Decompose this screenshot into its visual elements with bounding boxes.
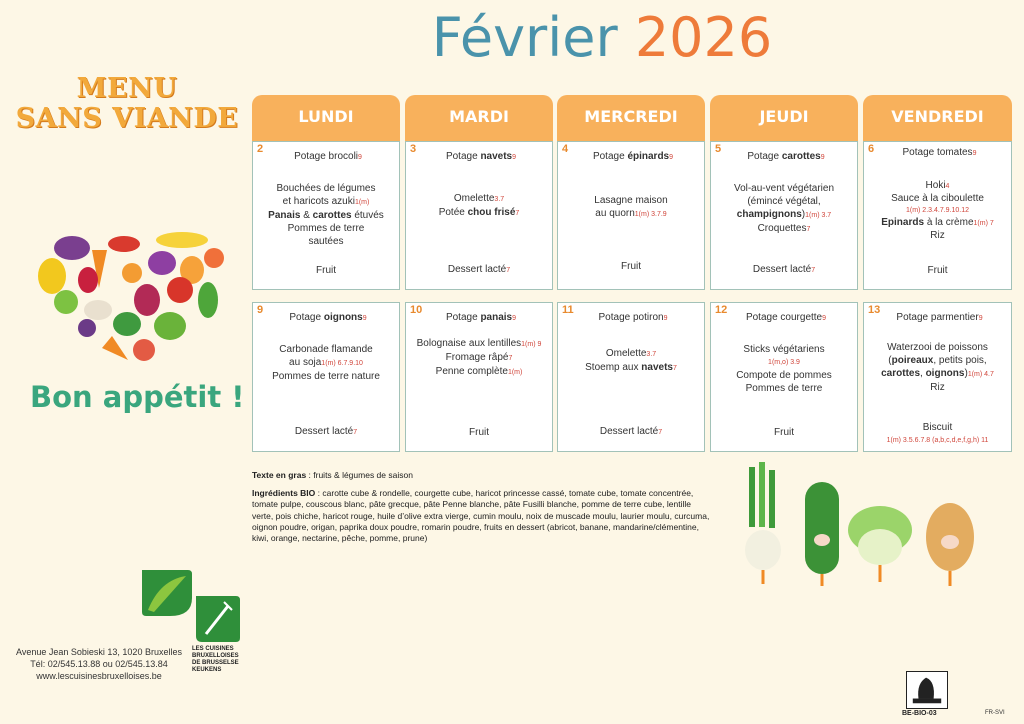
- main-dish: Omelette3.7 Stoemp aux navets7: [585, 348, 677, 373]
- note-bio-ingredients: Ingrédients BIO : carotte cube & rondelle, courgette cube, haricot princesse cassé, tomate cube, tomate concentrée, tomate pulpe, couscous blanc, pâte grecque, pâte Penne blanche, pâte Fusilli blanche, pomme de terre cube, lentille verte, pois chiche, haricot rouge, huile d’olive extra vierge, cumin moulu, noix de muscade moulu, laurier moulu, curcuma, oignon poudre, origan, paprika doux poudre, romarin poudre, fruits en dessert (abricot, banane, mandarine/clémentine, kiwi, orange, nectarine, pêche, pomme, prune): [252, 488, 710, 544]
- menu-heading-line1: MENU: [76, 73, 178, 104]
- vegetable-heart-icon: [32, 218, 232, 378]
- date-number: 12: [715, 304, 728, 316]
- main-dish: Bouchées de légumes et haricots azuki1(m) Panais & carottes étuvés Pommes de terre sautées: [268, 183, 384, 247]
- main-dish: Waterzooi de poissons (poireaux, petits pois, carottes, oignons)1(m) 4.7 Riz: [881, 342, 994, 393]
- logo-text: LES CUISINES BRUXELLOISES DE BRUSSELSE KEUKENS: [192, 646, 239, 673]
- date-number: 2: [257, 143, 264, 155]
- menu-cell-12: [710, 302, 858, 452]
- website-link[interactable]: www.lescuisinesbruxelloises.be: [36, 671, 162, 681]
- main-dish: Vol-au-vent végétarien (émincé végétal, champignons)1(m) 3.7 Croquettes7: [733, 183, 835, 234]
- day-header-mardi: MARDI: [405, 95, 553, 141]
- date-number: 13: [868, 304, 881, 316]
- dessert: Fruit: [774, 427, 794, 438]
- main-dish: Sticks végétariens 1(m,o) 3.9 Compote de pommes Pommes de terre: [736, 344, 832, 394]
- soup: Potage carottes9: [747, 151, 825, 162]
- phone-line: Tél: 02/545.13.88 ou 02/545.13.84: [30, 659, 168, 669]
- bio-code: BE-BIO-03: [902, 710, 937, 717]
- dessert: Fruit: [621, 261, 641, 272]
- dessert: Fruit: [469, 427, 489, 438]
- title-month: Février: [431, 6, 618, 69]
- menu-cell-11: [557, 302, 705, 452]
- date-number: 3: [410, 143, 417, 155]
- soup: Potage tomates9: [902, 147, 977, 158]
- date-number: 9: [257, 304, 264, 316]
- notes: [252, 470, 712, 551]
- main-dish: Hoki4 Sauce à la ciboulette 1(m) 2.3.4.7.9.10.12 Epinards à la crème1(m) 7 Riz: [881, 180, 994, 241]
- day-header-mercredi: MERCREDI: [557, 95, 705, 141]
- menu-heading: [12, 74, 242, 134]
- vegetable-characters-icon: [735, 462, 975, 592]
- day-header-jeudi: JEUDI: [710, 95, 858, 141]
- menu-cell-6: [863, 141, 1012, 290]
- soup: Potage brocoli9: [294, 151, 362, 162]
- soup: Potage panais9: [445, 312, 517, 323]
- day-header-vendredi: VENDREDI: [863, 95, 1012, 141]
- menu-cell-5: [710, 141, 858, 290]
- bon-appetit: Bon appétit !: [30, 380, 245, 414]
- page-title: [0, 6, 1024, 69]
- soup: Potage navets9: [445, 151, 517, 162]
- soup: Potage parmentier9: [896, 312, 983, 323]
- date-number: 4: [562, 143, 569, 155]
- main-dish: Carbonade flamande au soja1(m) 6.7.9.10 Pommes de terre nature: [272, 344, 380, 382]
- main-dish: Bolognaise aux lentilles1(m) 9 Fromage râpé7 Penne complète1(m): [416, 338, 542, 377]
- date-number: 10: [410, 304, 423, 316]
- dessert: Dessert lacté7: [447, 264, 511, 275]
- menu-cell-4: [557, 141, 705, 290]
- menu-cell-2: [252, 141, 400, 290]
- dessert: Fruit: [316, 265, 336, 276]
- menu-cell-9: [252, 302, 400, 452]
- note-bold-text: Texte en gras : fruits & légumes de saison: [252, 470, 413, 480]
- main-dish: Lasagne maison au quorn1(m) 3.7.9: [594, 195, 668, 219]
- soup: Potage potiron9: [598, 312, 668, 323]
- address-line: Avenue Jean Sobieski 13, 1020 Bruxelles: [16, 647, 182, 657]
- dessert: Fruit: [927, 265, 948, 276]
- cuisines-bruxelloises-logo-icon: [140, 568, 245, 643]
- soup: Potage épinards9: [592, 151, 674, 162]
- fr-code: FR-SVI: [985, 710, 1005, 716]
- dessert: Dessert lacté7: [294, 426, 358, 437]
- dessert: Dessert lacté7: [752, 264, 816, 275]
- menu-heading-line2: SANS VIANDE: [15, 103, 239, 134]
- menu-cell-3: [405, 141, 553, 290]
- title-year: 2026: [634, 6, 773, 69]
- dessert: Dessert lacté7: [599, 426, 663, 437]
- main-dish: Omelette3.7 Potée chou frisé7: [438, 193, 520, 218]
- soup: Potage courgette9: [745, 312, 827, 323]
- dessert: Biscuit 1(m) 3.5.6.7.8 (a,b,c,d,e,f,g,h) 11: [886, 422, 989, 444]
- menu-cell-13: [863, 302, 1012, 452]
- address: [6, 646, 192, 682]
- date-number: 11: [562, 304, 574, 316]
- soup: Potage oignons9: [289, 312, 367, 323]
- date-number: 5: [715, 143, 722, 155]
- day-header-lundi: LUNDI: [252, 95, 400, 141]
- date-number: 6: [868, 143, 875, 155]
- menu-cell-10: [405, 302, 553, 452]
- bio-garantie-icon: [906, 671, 948, 709]
